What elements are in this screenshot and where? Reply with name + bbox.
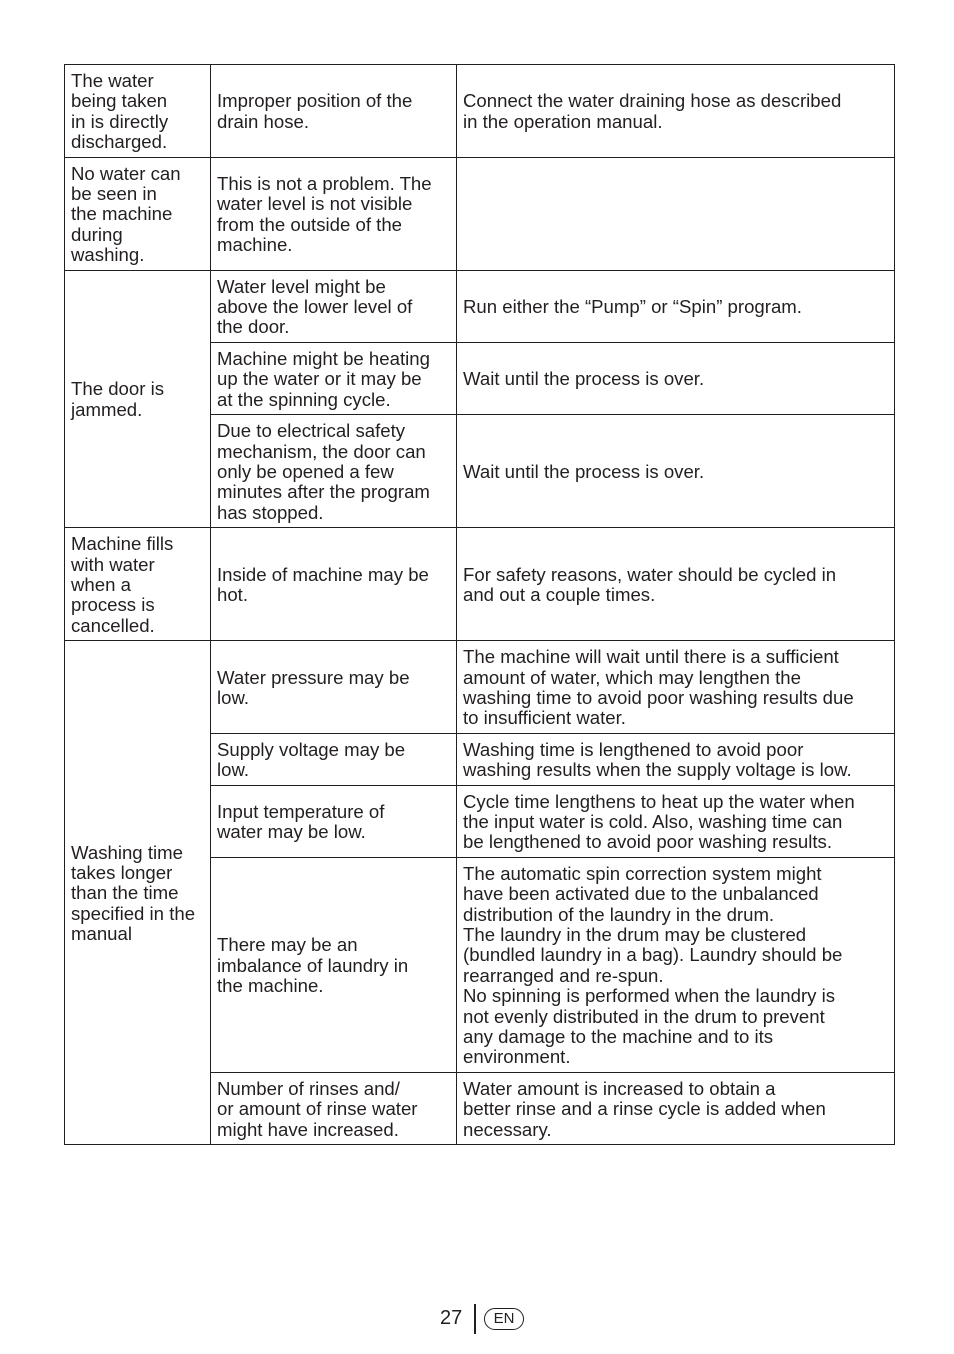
- cause-text: Machine might be heating up the water or it may be at the spinning cycle.: [217, 347, 430, 410]
- page-footer: [0, 1304, 954, 1336]
- cause-text: Supply voltage may be low.: [217, 738, 406, 781]
- footer-divider: [474, 1304, 476, 1334]
- cause-text: Water level might be above the lower level of the door.: [217, 275, 413, 338]
- solution-text: Washing time is lengthened to avoid poor washing results when the supply voltage is low.: [463, 738, 852, 781]
- cause-cell: [211, 65, 457, 158]
- problem-cell: [65, 270, 211, 527]
- solution-cell: [457, 342, 895, 414]
- cause-text: There may be an imbalance of laundry in the machine.: [217, 934, 409, 997]
- cause-cell: [211, 857, 457, 1072]
- solution-cell: [457, 65, 895, 158]
- problem-text: The door is jammed.: [71, 378, 165, 420]
- table-row: [65, 528, 895, 641]
- solution-cell: [457, 528, 895, 641]
- solution-text: Water amount is increased to obtain a better rinse and a rinse cycle is added when necessary.: [463, 1077, 826, 1140]
- cause-text: Water pressure may be low.: [217, 666, 410, 708]
- cause-text: Input temperature of water may be low.: [217, 800, 385, 843]
- cause-cell: [211, 157, 457, 270]
- cause-cell: [211, 528, 457, 641]
- solution-text: The automatic spin correction system might have been activated due to the unbalanced distribution of the laundry in the drum. The laundry in the drum may be clustered (bundled laundry in a bag). Laundry should be rearranged and re-spun. No spinning is performed when the laundry is not evenly distributed in the drum to prevent any damage to the machine and to its environment.: [463, 862, 843, 1068]
- solution-cell: [457, 270, 895, 342]
- solution-text: Connect the water draining hose as described in the operation manual.: [463, 90, 842, 132]
- page-number: 27: [440, 1307, 463, 1329]
- solution-cell: [457, 1072, 895, 1144]
- problem-text: Machine fills with water when a process is cancelled.: [71, 533, 174, 636]
- problem-text: Washing time takes longer than the time specified in the manual: [71, 841, 196, 945]
- solution-text: Run either the “Pump” or “Spin” program.: [463, 296, 802, 318]
- cause-cell: [211, 1072, 457, 1144]
- cause-cell: [211, 785, 457, 857]
- cause-text: Number of rinses and/ or amount of rinse water might have increased.: [217, 1077, 418, 1140]
- table-row: [65, 65, 895, 158]
- table-row: [65, 157, 895, 270]
- problem-cell: [65, 641, 211, 1145]
- troubleshooting-table: [64, 64, 895, 1145]
- problem-cell: [65, 528, 211, 641]
- solution-text: The machine will wait until there is a sufficient amount of water, which may lengthen the washing time to avoid poor washing results due to insufficient water.: [463, 646, 854, 729]
- cause-text: This is not a problem. The water level is not visible from the outside of the machine.: [217, 172, 432, 256]
- cause-text: Due to electrical safety mechanism, the door can only be opened a few minutes after the program has stopped.: [217, 420, 430, 523]
- solution-cell: [457, 857, 895, 1072]
- table-row: [65, 641, 895, 734]
- cause-text: Improper position of the drain hose.: [217, 90, 413, 132]
- cause-cell: [211, 415, 457, 528]
- solution-cell: [457, 157, 895, 270]
- cause-cell: [211, 733, 457, 785]
- solution-cell: [457, 785, 895, 857]
- problem-text: The water being taken in is directly discharged.: [71, 70, 169, 153]
- solution-text: Wait until the process is over.: [463, 368, 705, 390]
- solution-text: Cycle time lengthens to heat up the water when the input water is cold. Also, washing time can be lengthened to avoid poor washing results.: [463, 790, 855, 853]
- problem-cell: [65, 157, 211, 270]
- problem-text: No water can be seen in the machine during washing.: [71, 162, 181, 266]
- solution-cell: [457, 733, 895, 785]
- solution-cell: [457, 641, 895, 734]
- problem-cell: [65, 65, 211, 158]
- cause-cell: [211, 641, 457, 734]
- solution-cell: [457, 415, 895, 528]
- cause-cell: [211, 342, 457, 414]
- cause-cell: [211, 270, 457, 342]
- solution-text: For safety reasons, water should be cycled in and out a couple times.: [463, 563, 837, 606]
- solution-text: Wait until the process is over.: [463, 460, 705, 482]
- cause-text: Inside of machine may be hot.: [217, 563, 429, 606]
- table-row: [65, 270, 895, 342]
- language-badge: EN: [484, 1308, 524, 1330]
